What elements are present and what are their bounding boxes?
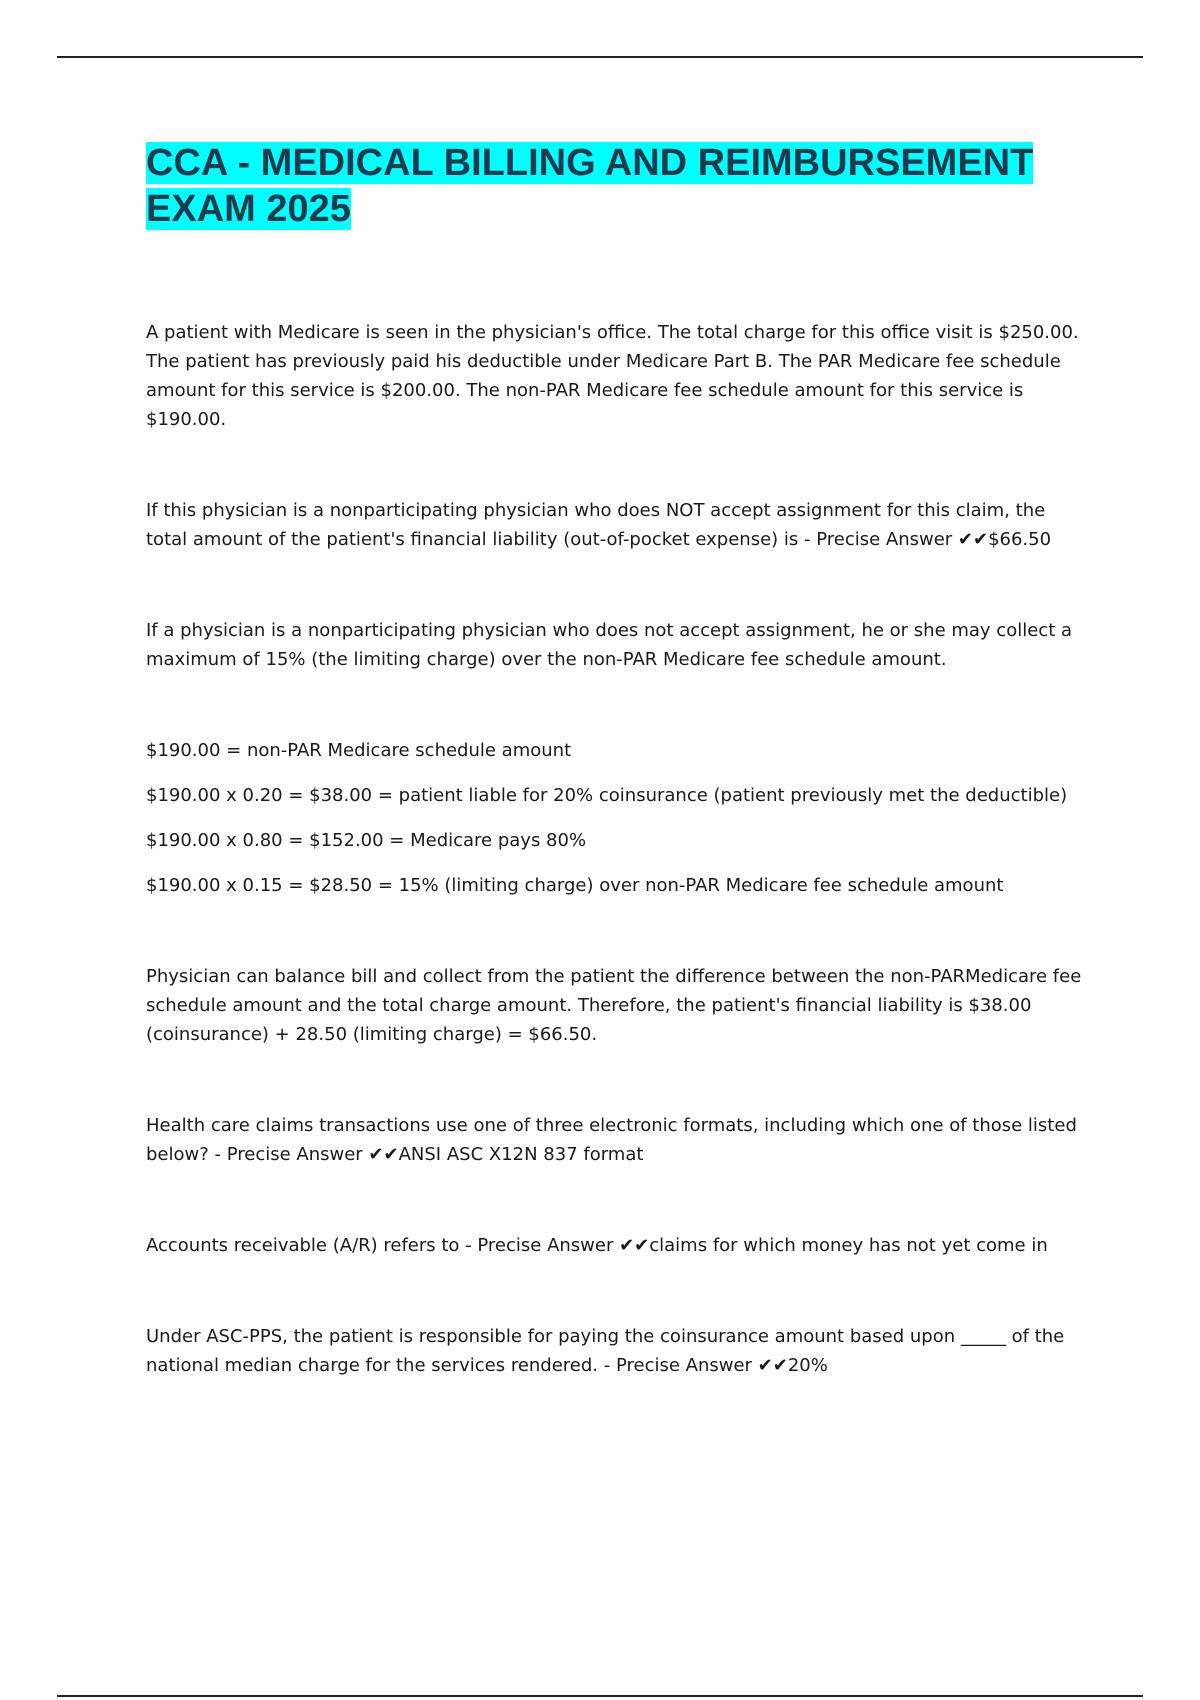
title-highlight: CCA - MEDICAL BILLING AND REIMBURSEMENT EXAM 2025 (146, 142, 1034, 230)
calculation-line: $190.00 x 0.20 = $38.00 = patient liable for 20% coinsurance (patient previously met the deductible) (146, 785, 1068, 806)
paragraph-balance-bill: Physician can balance bill and collect from the patient the difference between the non-PARMedicare fee schedule amount and the total charge amount. Therefore, the patient's financial liability is $38.00 (coinsurance) + 28.50 (limiting charge) = $66.50. (146, 966, 1082, 1045)
paragraph-scenario: A patient with Medicare is seen in the physician's office. The total charge for this office visit is $250.00. The patient has previously paid his deductible under Medicare Part B. The PAR Medicare fee schedule amount for this service is $200.00. The non-PAR Medicare fee schedule amount for this service is $190.00. (146, 322, 1079, 430)
document-page (146, 140, 1086, 1380)
document-title (146, 140, 1086, 232)
calculation-line: $190.00 x 0.15 = $28.50 = 15% (limiting charge) over non-PAR Medicare fee schedule amount (146, 875, 1004, 896)
paragraph-question-asc-pps: Under ASC-PPS, the patient is responsible for paying the coinsurance amount based upon _____ of the national median charge for the services rendered. - Precise Answer ✔✔20% (146, 1326, 1065, 1376)
paragraph-question-ar: Accounts receivable (A/R) refers to - Precise Answer ✔✔claims for which money has not yet come in (146, 1235, 1048, 1256)
paragraph-explanation: If a physician is a nonparticipating physician who does not accept assignment, he or she may collect a maximum of 15% (the limiting charge) over the non-PAR Medicare fee schedule amount. (146, 620, 1072, 670)
paragraph-question-liability: If this physician is a nonparticipating physician who does NOT accept assignment for this claim, the total amount of the patient's financial liability (out-of-pocket expense) is - Precise Answer ✔✔$66.50 (146, 500, 1052, 550)
paragraph-question-formats: Health care claims transactions use one of three electronic formats, including which one of those listed below? - Precise Answer ✔✔ANSI ASC X12N 837 format (146, 1115, 1077, 1165)
calculation-line: $190.00 x 0.80 = $152.00 = Medicare pays 80% (146, 830, 587, 851)
bottom-rule (57, 1695, 1143, 1697)
document-body (146, 318, 1086, 1380)
top-rule (57, 56, 1143, 58)
calculation-line: $190.00 = non-PAR Medicare schedule amount (146, 740, 572, 761)
